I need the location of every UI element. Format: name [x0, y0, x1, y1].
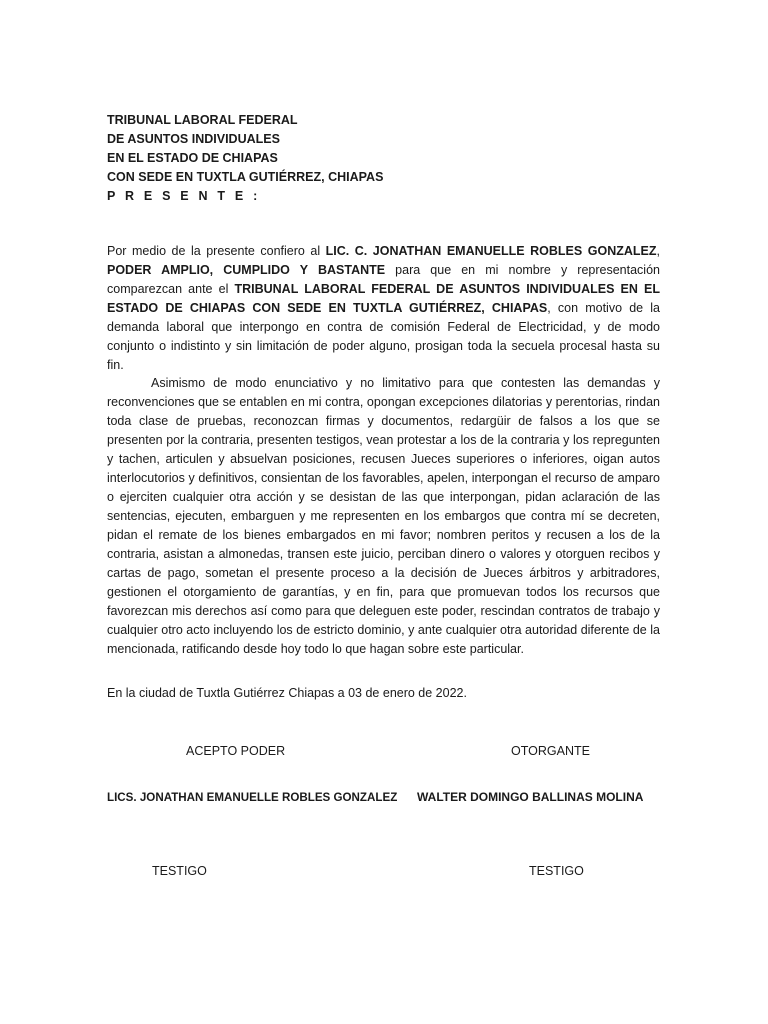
power-type: PODER AMPLIO, CUMPLIDO Y BASTANTE [107, 263, 386, 277]
addressee-block [107, 111, 383, 206]
addressee-line-4: CON SEDE EN TUXTLA GUTIÉRREZ, CHIAPAS [107, 170, 384, 184]
presente-heading: P R E S E N T E : [107, 189, 261, 203]
grantor-signature-name: WALTER DOMINGO BALLINAS MOLINA [417, 790, 644, 804]
acepto-poder-label: ACEPTO PODER [186, 744, 286, 758]
paragraph-powers-list: Asimismo de modo enunciativo y no limitativo para que contesten las demandas y reconvenciones que se entablen en mi contra, opongan excepciones dilatorias y perentorias, rindan toda clase de pruebas, reconozcan firmas y documentos, redargüir de falsos a los que se presenten por la contraria, presenten testigos, vean protestar a los de la contraria y los repregunten y tachen, articulen y absuelvan posiciones, recusen Jueces superiores o inferiores, oigan autos interlocutorios y definitivos, consientan de los favorables, apelen, interpongan el recurso de amparo o ejerciten cualquier otra acción y se desistan de las que interpongan, pidan aclaración de las sentencias, ejecuten, embarguen y me representen en los embargos que contra mí se decreten, pidan el remate de los bienes embargados en mi favor; nombren peritos y recusen a los de la contraria, asistan a almonedas, transen este juicio, perciban dinero o valores y otorguen recibos y cartas de pago, sometan el presente proceso a la decisión de Jueces árbitros y arbitradores, gestionen el otorgamiento de garantías, y en fin, para que promuevan todos los recursos que favorezcan mis derechos así como para que deleguen este poder, rescindan contratos de trabajo y cualquier otro acto incluyendo los de estricto dominio, y ante cualquier otra autoridad diferente de la mencionada, ratificando desde hoy todo lo que hagan sobre este particular. [107, 376, 660, 656]
p1-text-c: , [656, 244, 660, 258]
witness-label-right: TESTIGO [529, 864, 584, 878]
paragraph-date-place: En la ciudad de Tuxtla Gutiérrez Chiapas a 03 de enero de 2022. [107, 686, 467, 700]
p1-text-g: , con motivo de la demanda laboral que interpongo en contra de comisión Federal de Electricidad, y de modo conjunto o indistinto y sin limitación de poder alguno, prosigan toda la secuela procesal hasta su fin. [107, 301, 660, 372]
p1-text-e: para que en mi nombre y representación comparezcan ante el [107, 263, 660, 296]
attorney-name: LIC. C. JONATHAN EMANUELLE ROBLES GONZALEZ [325, 244, 657, 258]
addressee-line-3: EN EL ESTADO DE CHIAPAS [107, 151, 278, 165]
p1-text-a: Por medio de la presente confiero al [107, 244, 326, 258]
addressee-line-2: DE ASUNTOS INDIVIDUALES [107, 132, 280, 146]
otorgante-label: OTORGANTE [511, 744, 590, 758]
witness-label-left: TESTIGO [152, 864, 207, 878]
addressee-line-1: TRIBUNAL LABORAL FEDERAL [107, 113, 298, 127]
paragraph-power-grant [107, 242, 660, 375]
attorney-signature-name: LICS. JONATHAN EMANUELLE ROBLES GONZALEZ [107, 791, 398, 804]
tribunal-name: TRIBUNAL LABORAL FEDERAL DE ASUNTOS INDIVIDUALES EN EL ESTADO DE CHIAPAS CON SEDE EN TUXTLA GUTIÉRREZ, CHIAPAS [107, 282, 660, 315]
